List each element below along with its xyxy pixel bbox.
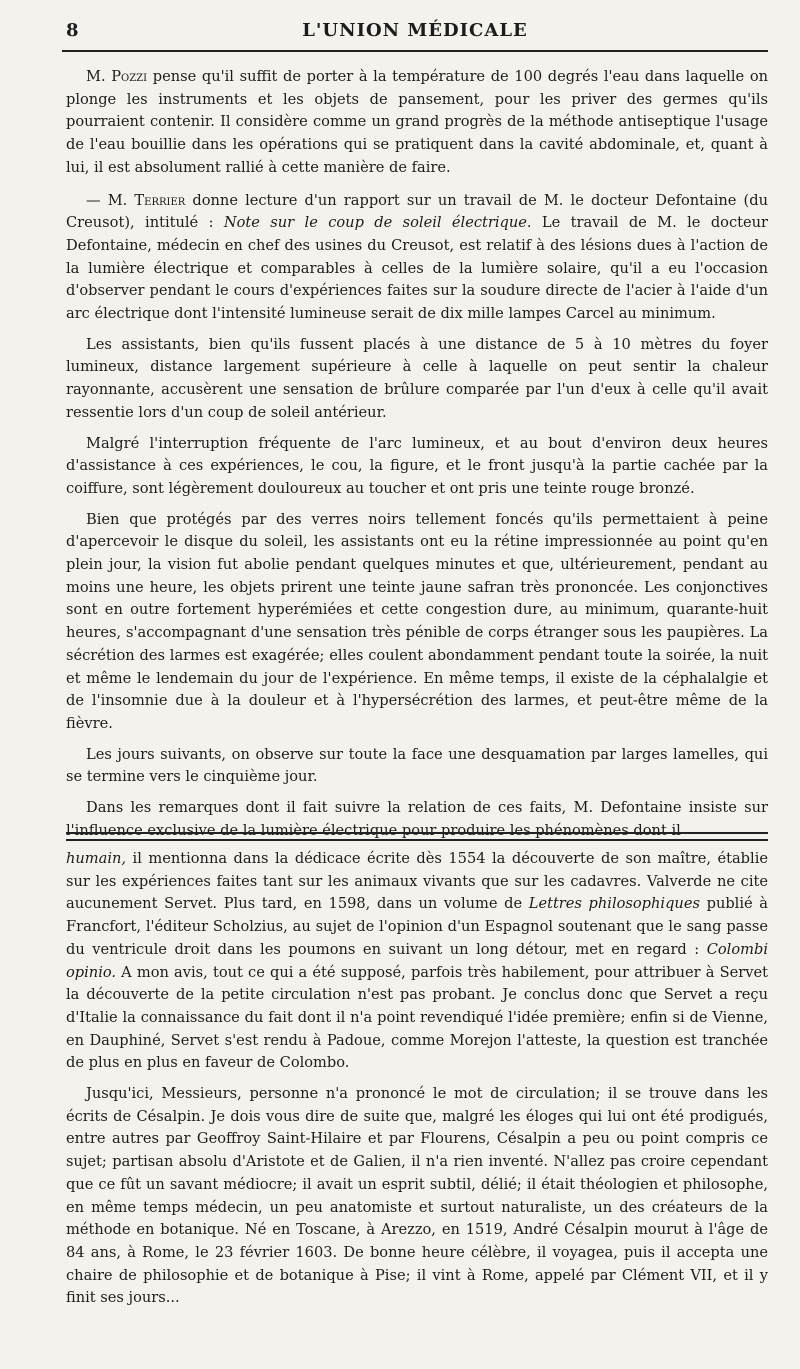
page-header (62, 18, 768, 48)
page-number: 8 (66, 20, 79, 41)
paragraph: Les assistants, bien qu'ils fussent placés à une distance de 5 à 10 mètres du foyer lumineux, distance largement supérieure à celle à laquelle on peut sentir la chaleur rayonnante, accusèrent une sensation de brûlure comparée par l'un d'eux à celle qu'il avait ressentie lors d'un coup de soleil antérieur. (66, 335, 768, 421)
paragraph (66, 66, 768, 180)
paragraph-text: donne lecture d'un rapport sur un travail de M. le docteur Defontaine (du Creusot), intitulé : (66, 191, 768, 232)
paragraph (66, 190, 768, 326)
journal-title: L'UNION MÉDICALE (302, 20, 528, 41)
quoted-title: Colombi opinio. (66, 940, 768, 981)
paragraph: Les jours suivants, on observe sur toute la face une desquamation par larges lamelles, qui se termine vers le cinquième jour. (66, 745, 768, 786)
work-title: Note sur le coup de soleil électrique. (223, 214, 532, 232)
paragraph: Jusqu'ici, Messieurs, personne n'a prononcé le mot de circulation; il se trouve dans les écrits de Césalpin. Je dois vous dire de suite que, malgré les éloges qui lui ont été prodigués, entre autres par Geoffroy Saint-Hilaire et par Flourens, Césalpin a peu ou point compris ce sujet; partisan absolu d'Aristote et de Galien, il n'a rien inventé. N'allez pas croire cependant que ce fût un savant médiocre; il avait un esprit subtil, délié; il était théologien et philosophe, en même temps médecin, un peu anatomiste et surtout naturaliste, un des créateurs de la méthode en botanique. Né en Toscane, à Arezzo, en 1519, André Césalpin mourut à l'âge de 84 ans, à Rome, le 23 février 1603. De bonne heure célèbre, il voyagea, puis il accepta une chaire de philosophie et de botanique à Pise; il vint à Rome, appelé par Clément VII, et il y finit ses jours... (66, 1085, 768, 1307)
section-separator (66, 832, 768, 841)
paragraph-text: il mentionna dans la dédicace écrite dès 1554 la découverte de son maître, établie sur les expériences faites tant sur les animaux vivants que sur les cadavres. Valverde ne cite aucunement Servet. Plus tard, en 1598, dans un volume de (66, 850, 768, 913)
lead-word: humain, (66, 850, 127, 867)
feuilleton-section (66, 848, 768, 1318)
paragraph-text: A mon avis, tout ce qui a été supposé, parfois très habilement, pour attribuer à Servet la découverte de la petite circulation n'est pas probant. Je conclus donc que Servet a reçu d'Italie la connaissance du fait dont il n'a point revendiqué l'idée première; enfin si de Vienne, en Dauphiné, Servet s'est rendu à Padoue, comme Morejon l'atteste, la question est tranchée de plus en plus en faveur de Colombo. (66, 963, 768, 1072)
paragraph-text: pense qu'il suffit de porter à la température de 100 degrés l'eau dans laquelle on plonge les instruments et les objets de pansement, pour les priver des germes qu'ils pourraient contenir. Il considère comme un grand progrès de la méthode antiseptique l'usage de l'eau bouillie dans les opérations qui se pratiquent dans la cavité abdominale, et, quant à lui, il est absolument rallié à cette manière de faire. (66, 68, 769, 176)
speaker-name: Terrier (134, 191, 186, 209)
paragraph: Dans les remarques dont il fait suivre la relation de ces faits, M. Defontaine insiste sur l'influence exclusive de la lumière électrique pour produire les phénomènes dont il (66, 799, 768, 839)
header-rule (62, 50, 768, 52)
speaker-name: M. Pozzi (86, 68, 148, 85)
paragraph: Malgré l'interruption fréquente de l'arc lumineux, et au bout d'environ deux heures d'assistance à ces expériences, le cou, la figure, et le front jusqu'à la partie cachée par la coiffure, sont légèrement douloureux au toucher et ont pris une teinte rouge bronzé. (66, 434, 768, 497)
paragraph-text: publié à Francfort, l'éditeur Scholzius, au sujet de l'opinion d'un Espagnol soutenant que le sang passe du ventricule droit dans les poumons en suivant un long détour, met en regard : (66, 895, 768, 958)
paragraph-text: Le travail de M. le docteur Defontaine, médecin en chef des usines du Creusot, est relatif à des lésions dues à l'action de la lumière électrique et comparables à celles de la lumière solaire, qu'il a eu l'occasion d'observer pendant le cours d'expériences faites sur la soudure directe de l'acier à l'aide d'un arc électrique dont l'intensité lumineuse serait de dix mille lampes Carcel au minimum. (66, 214, 768, 323)
paragraph: Bien que protégés par des verres noirs tellement foncés qu'ils permettaient à peine d'apercevoir le disque du soleil, les assistants ont eu la rétine impressionnée au point qu'en plein jour, la vision fut abolie pendant quelques minutes et que, ultérieurement, pendant au moins une heure, les objets prirent une teinte jaune safran très prononcée. Les conjonctives sont en outre fortement hyperémiées et cette congestion dure, au minimum, quarante-huit heures, s'accompagnant d'une sensation très pénible de corps étranger sous les paupières. La sécrétion des larmes est exagérée; elles coulent abondamment pendant toute la soirée, la nuit et même le lendemain du jour de l'expérience. En même temps, il existe de la céphalalgie et de l'insomnie due à la douleur et à l'hypersécrétion des larmes, et peut-être même de la fièvre. (66, 510, 768, 732)
paragraph (66, 848, 768, 1075)
academy-report-section (66, 66, 768, 851)
dash-prefix: — M. (86, 191, 135, 209)
book-title: Lettres philosophiques (528, 895, 700, 913)
